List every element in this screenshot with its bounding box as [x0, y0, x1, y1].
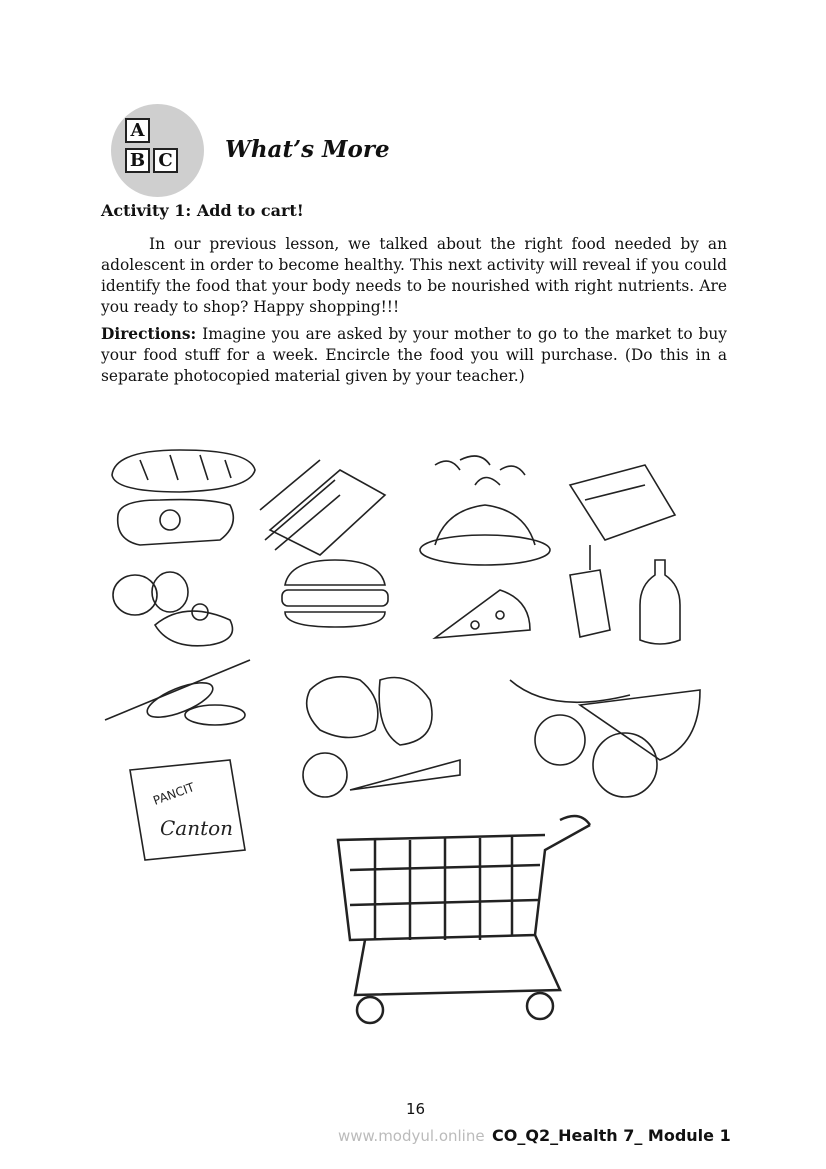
fries-icon [260, 460, 385, 555]
shrimp-icon [435, 456, 525, 485]
steak-icon [118, 500, 234, 545]
fruits-icon [510, 680, 700, 797]
pizza-icon [435, 590, 530, 638]
bread-icon [112, 450, 255, 492]
vegetables-icon [303, 677, 460, 797]
directions-text: Imagine you are asked by your mother to go to the market to buy your food stuff for a week. Encircle the food you will purchase. (Do this in a separate photocopied material given by your teacher.) [101, 325, 727, 385]
pancit-label: PANCIT [151, 779, 197, 808]
directions-paragraph [101, 324, 727, 387]
section-title: What’s More [225, 136, 390, 163]
eggs-icon [113, 572, 233, 646]
pancit-canton-icon [130, 760, 245, 860]
canton-label: Canton [160, 816, 234, 840]
burger-icon [282, 560, 388, 627]
food-illustration [100, 440, 710, 1040]
juice-box-icon [570, 545, 610, 637]
block-c: C [153, 148, 178, 173]
intro-paragraph: In our previous lesson, we talked about the right food needed by an adolescent in order to become healthy. This next activity will reveal if you could identify the food that your body needs to be nourished with right nutrients. Are you ready to shop? Happy shopping!!! [101, 235, 727, 316]
activity-heading: Activity 1: Add to cart! [101, 201, 304, 220]
rice-plate-icon [420, 505, 550, 565]
module-code: CO_Q2_Health 7_ Module 1 [492, 1126, 731, 1145]
chips-bag-icon [570, 465, 675, 540]
barbecue-icon [105, 660, 250, 725]
watermark: www.modyul.online [338, 1127, 485, 1145]
block-b: B [125, 148, 150, 173]
shopping-cart-icon [338, 816, 590, 1023]
abc-blocks-icon [111, 104, 204, 197]
soda-bottle-icon [640, 560, 680, 644]
directions-label: Directions: [101, 325, 197, 343]
page-number: 16 [406, 1100, 426, 1118]
block-a: A [125, 118, 150, 143]
